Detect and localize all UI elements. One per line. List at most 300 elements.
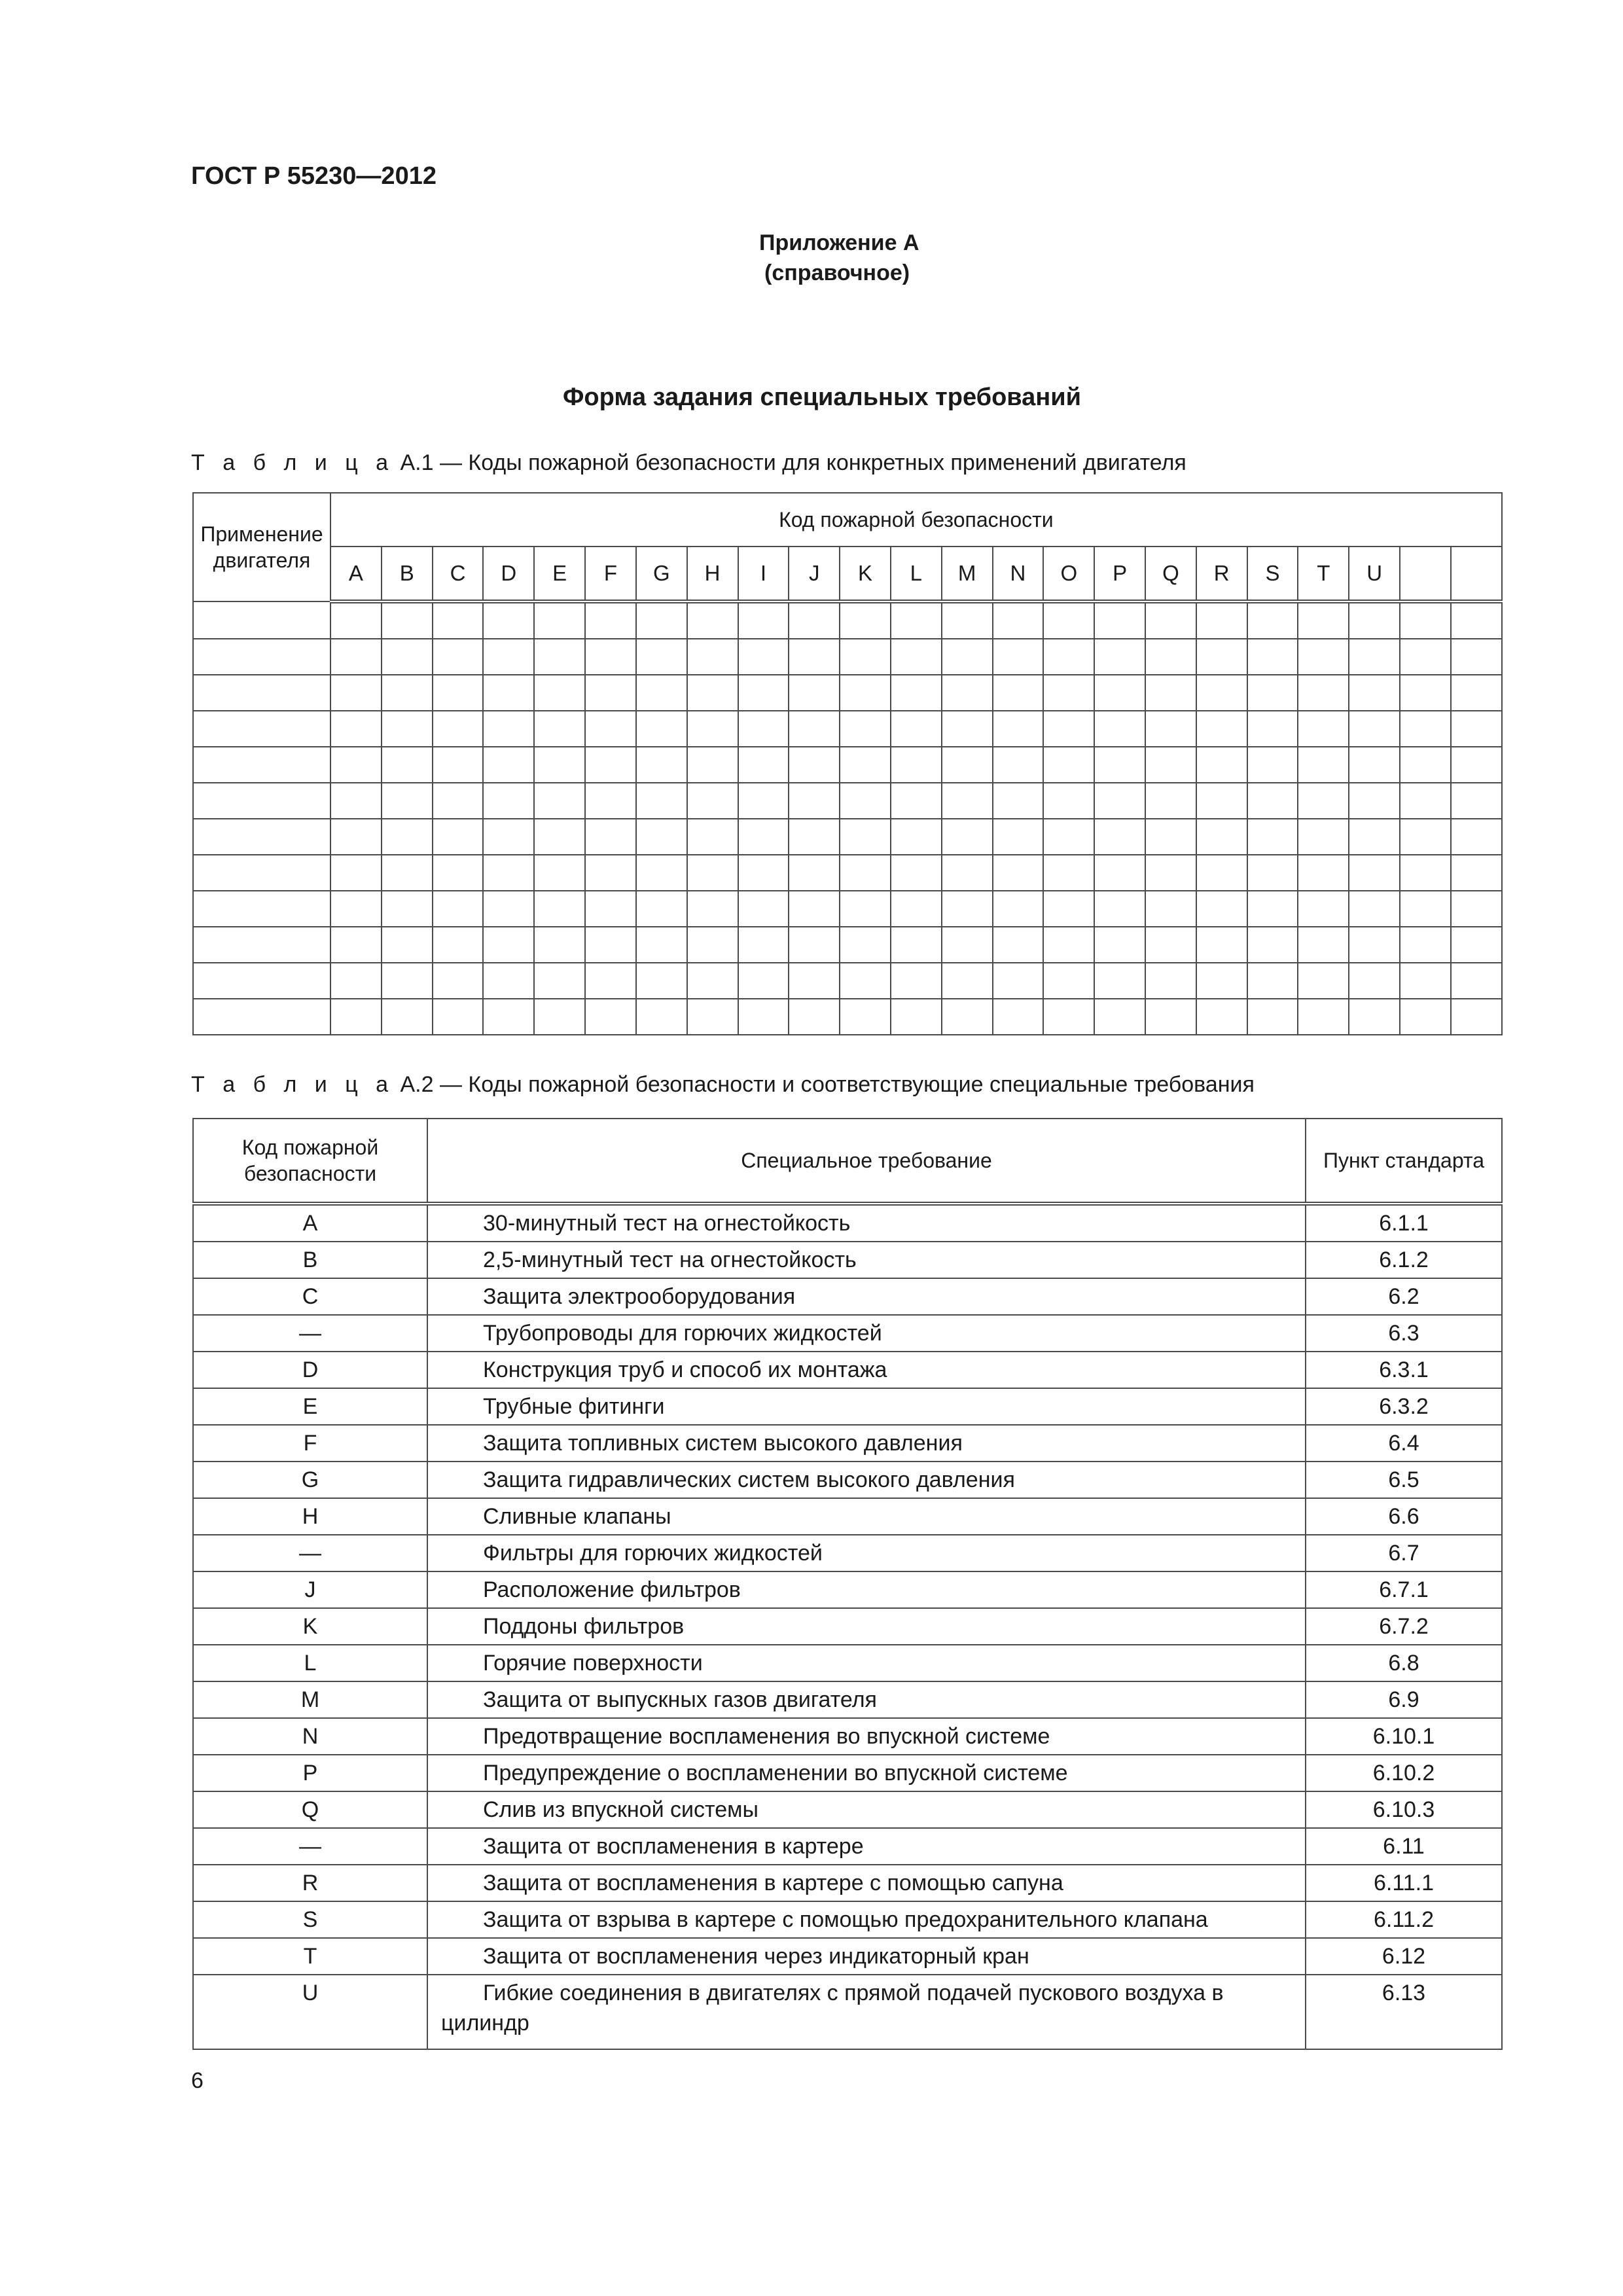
empty-cell[interactable]	[1145, 601, 1196, 639]
empty-cell[interactable]	[483, 601, 534, 639]
empty-cell[interactable]	[1196, 675, 1247, 711]
empty-cell[interactable]	[636, 927, 687, 963]
empty-cell[interactable]	[1145, 675, 1196, 711]
empty-cell[interactable]	[1298, 819, 1349, 855]
empty-cell[interactable]	[993, 891, 1044, 927]
empty-cell[interactable]	[1043, 927, 1094, 963]
clause-cell: 6.11.1	[1306, 1865, 1502, 1901]
empty-cell[interactable]	[840, 963, 891, 999]
empty-cell[interactable]	[483, 963, 534, 999]
empty-cell[interactable]	[193, 747, 330, 783]
empty-cell[interactable]	[1298, 783, 1349, 819]
empty-cell[interactable]	[840, 783, 891, 819]
empty-cell[interactable]	[433, 639, 484, 675]
empty-cell[interactable]	[1196, 819, 1247, 855]
empty-cell[interactable]	[433, 601, 484, 639]
empty-cell[interactable]	[789, 999, 840, 1035]
table-row	[193, 783, 1502, 819]
empty-cell[interactable]	[433, 963, 484, 999]
empty-cell[interactable]	[433, 927, 484, 963]
empty-cell[interactable]	[840, 999, 891, 1035]
empty-cell[interactable]	[891, 711, 942, 747]
empty-cell[interactable]	[636, 783, 687, 819]
empty-cell[interactable]	[1400, 639, 1451, 675]
empty-cell[interactable]	[1451, 819, 1502, 855]
empty-cell[interactable]	[738, 999, 789, 1035]
empty-cell[interactable]	[330, 855, 382, 891]
empty-cell[interactable]	[483, 819, 534, 855]
empty-cell[interactable]	[193, 711, 330, 747]
empty-cell[interactable]	[789, 963, 840, 999]
empty-cell[interactable]	[636, 963, 687, 999]
empty-cell[interactable]	[1451, 855, 1502, 891]
empty-cell[interactable]	[1400, 601, 1451, 639]
empty-cell[interactable]	[330, 819, 382, 855]
empty-cell[interactable]	[1247, 601, 1298, 639]
empty-cell[interactable]	[942, 675, 993, 711]
empty-cell[interactable]	[1196, 783, 1247, 819]
empty-cell[interactable]	[738, 711, 789, 747]
empty-cell[interactable]	[1094, 675, 1145, 711]
empty-cell[interactable]	[942, 891, 993, 927]
empty-cell[interactable]	[942, 999, 993, 1035]
empty-cell[interactable]	[1043, 601, 1094, 639]
empty-cell[interactable]	[1298, 675, 1349, 711]
empty-cell[interactable]	[193, 927, 330, 963]
empty-cell[interactable]	[534, 747, 585, 783]
empty-cell[interactable]	[1196, 855, 1247, 891]
empty-cell[interactable]	[1349, 819, 1400, 855]
empty-cell[interactable]	[193, 819, 330, 855]
empty-cell[interactable]	[534, 855, 585, 891]
empty-cell[interactable]	[891, 927, 942, 963]
empty-cell[interactable]	[193, 601, 330, 639]
empty-cell[interactable]	[1451, 783, 1502, 819]
empty-cell[interactable]	[1196, 639, 1247, 675]
empty-cell[interactable]	[789, 675, 840, 711]
empty-cell[interactable]	[1298, 963, 1349, 999]
empty-cell[interactable]	[1349, 711, 1400, 747]
empty-cell[interactable]	[1451, 711, 1502, 747]
empty-cell[interactable]	[483, 855, 534, 891]
empty-cell[interactable]	[382, 711, 433, 747]
empty-cell[interactable]	[1298, 711, 1349, 747]
empty-cell[interactable]	[1247, 999, 1298, 1035]
empty-cell[interactable]	[1247, 675, 1298, 711]
empty-cell[interactable]	[1247, 747, 1298, 783]
empty-cell[interactable]	[1094, 639, 1145, 675]
empty-cell[interactable]	[382, 999, 433, 1035]
empty-cell[interactable]	[1298, 855, 1349, 891]
empty-cell[interactable]	[993, 819, 1044, 855]
empty-cell[interactable]	[993, 999, 1044, 1035]
empty-cell[interactable]	[1043, 783, 1094, 819]
empty-cell[interactable]	[433, 999, 484, 1035]
empty-cell[interactable]	[1094, 855, 1145, 891]
empty-cell[interactable]	[1196, 963, 1247, 999]
empty-cell[interactable]	[1196, 601, 1247, 639]
empty-cell[interactable]	[433, 819, 484, 855]
empty-cell[interactable]	[1298, 601, 1349, 639]
empty-cell[interactable]	[687, 855, 738, 891]
empty-cell[interactable]	[789, 927, 840, 963]
empty-cell[interactable]	[1349, 963, 1400, 999]
empty-cell[interactable]	[193, 891, 330, 927]
empty-cell[interactable]	[1247, 927, 1298, 963]
empty-cell[interactable]	[330, 999, 382, 1035]
empty-cell[interactable]	[993, 963, 1044, 999]
empty-cell[interactable]	[891, 999, 942, 1035]
empty-cell[interactable]	[534, 999, 585, 1035]
empty-cell[interactable]	[193, 675, 330, 711]
empty-cell[interactable]	[483, 639, 534, 675]
empty-cell[interactable]	[1349, 855, 1400, 891]
empty-cell[interactable]	[789, 855, 840, 891]
empty-cell[interactable]	[1298, 891, 1349, 927]
empty-cell[interactable]	[1043, 963, 1094, 999]
empty-cell[interactable]	[993, 711, 1044, 747]
empty-cell[interactable]	[738, 747, 789, 783]
empty-cell[interactable]	[840, 747, 891, 783]
empty-cell[interactable]	[1043, 711, 1094, 747]
empty-cell[interactable]	[433, 711, 484, 747]
empty-cell[interactable]	[942, 747, 993, 783]
empty-cell[interactable]	[534, 711, 585, 747]
empty-cell[interactable]	[483, 675, 534, 711]
empty-cell[interactable]	[789, 711, 840, 747]
empty-cell[interactable]	[738, 819, 789, 855]
empty-cell[interactable]	[1400, 783, 1451, 819]
empty-cell[interactable]	[1196, 891, 1247, 927]
empty-cell[interactable]	[687, 999, 738, 1035]
empty-cell[interactable]	[1145, 963, 1196, 999]
empty-cell[interactable]	[1196, 711, 1247, 747]
empty-cell[interactable]	[534, 891, 585, 927]
empty-cell[interactable]	[1349, 927, 1400, 963]
empty-cell[interactable]	[1145, 855, 1196, 891]
empty-cell[interactable]	[382, 639, 433, 675]
empty-cell[interactable]	[993, 601, 1044, 639]
empty-cell[interactable]	[534, 963, 585, 999]
empty-cell[interactable]	[330, 783, 382, 819]
empty-cell[interactable]	[382, 891, 433, 927]
empty-cell[interactable]	[789, 601, 840, 639]
empty-cell[interactable]	[636, 639, 687, 675]
empty-cell[interactable]	[636, 675, 687, 711]
empty-cell[interactable]	[1247, 891, 1298, 927]
code-letter-cell: D	[483, 547, 534, 601]
empty-cell[interactable]	[534, 675, 585, 711]
empty-cell[interactable]	[942, 855, 993, 891]
empty-cell[interactable]	[840, 819, 891, 855]
empty-cell[interactable]	[382, 963, 433, 999]
code-letter-cell: U	[1349, 547, 1400, 601]
empty-cell[interactable]	[1145, 927, 1196, 963]
empty-cell[interactable]	[1400, 675, 1451, 711]
empty-cell[interactable]	[1145, 999, 1196, 1035]
empty-cell[interactable]	[636, 601, 687, 639]
empty-cell[interactable]	[1298, 927, 1349, 963]
empty-cell[interactable]	[534, 783, 585, 819]
empty-cell[interactable]	[942, 639, 993, 675]
empty-cell[interactable]	[1094, 783, 1145, 819]
empty-cell[interactable]	[891, 639, 942, 675]
empty-cell[interactable]	[840, 639, 891, 675]
empty-cell[interactable]	[993, 675, 1044, 711]
empty-cell[interactable]	[738, 639, 789, 675]
empty-cell[interactable]	[585, 999, 636, 1035]
empty-cell[interactable]	[382, 819, 433, 855]
empty-cell[interactable]	[840, 601, 891, 639]
empty-cell[interactable]	[891, 601, 942, 639]
empty-cell[interactable]	[483, 999, 534, 1035]
empty-cell[interactable]	[1247, 963, 1298, 999]
clause-cell: 6.11.2	[1306, 1901, 1502, 1938]
empty-cell[interactable]	[891, 675, 942, 711]
empty-cell[interactable]	[1247, 855, 1298, 891]
empty-cell[interactable]	[1043, 855, 1094, 891]
empty-cell[interactable]	[1145, 783, 1196, 819]
empty-cell[interactable]	[1094, 963, 1145, 999]
table-a1-caption	[191, 450, 1186, 476]
empty-cell[interactable]	[636, 855, 687, 891]
empty-cell[interactable]	[1349, 999, 1400, 1035]
empty-cell[interactable]	[534, 819, 585, 855]
empty-cell[interactable]	[433, 891, 484, 927]
empty-cell[interactable]	[738, 963, 789, 999]
empty-cell[interactable]	[330, 601, 382, 639]
empty-cell[interactable]	[382, 855, 433, 891]
empty-cell[interactable]	[1094, 711, 1145, 747]
empty-cell[interactable]	[687, 711, 738, 747]
empty-cell[interactable]	[193, 963, 330, 999]
empty-cell[interactable]	[382, 783, 433, 819]
empty-cell[interactable]	[193, 999, 330, 1035]
empty-cell[interactable]	[585, 783, 636, 819]
empty-cell[interactable]	[789, 783, 840, 819]
empty-cell[interactable]	[840, 675, 891, 711]
empty-cell[interactable]	[534, 927, 585, 963]
empty-cell[interactable]	[942, 601, 993, 639]
empty-cell[interactable]	[687, 639, 738, 675]
empty-cell[interactable]	[1196, 999, 1247, 1035]
empty-cell[interactable]	[687, 747, 738, 783]
empty-cell[interactable]	[1145, 891, 1196, 927]
empty-cell[interactable]	[382, 675, 433, 711]
empty-cell[interactable]	[1349, 891, 1400, 927]
empty-cell[interactable]	[1094, 891, 1145, 927]
empty-cell[interactable]	[1349, 783, 1400, 819]
empty-cell[interactable]	[1400, 891, 1451, 927]
empty-cell[interactable]	[789, 891, 840, 927]
empty-cell[interactable]	[942, 711, 993, 747]
empty-cell[interactable]	[382, 927, 433, 963]
empty-cell[interactable]	[1451, 639, 1502, 675]
empty-cell[interactable]	[738, 927, 789, 963]
empty-cell[interactable]	[1298, 639, 1349, 675]
empty-cell[interactable]	[1451, 601, 1502, 639]
empty-cell[interactable]	[1145, 747, 1196, 783]
empty-cell[interactable]	[636, 747, 687, 783]
empty-cell[interactable]	[1145, 711, 1196, 747]
empty-cell[interactable]	[433, 855, 484, 891]
empty-cell[interactable]	[993, 927, 1044, 963]
empty-cell[interactable]	[1349, 675, 1400, 711]
empty-cell[interactable]	[993, 855, 1044, 891]
empty-cell[interactable]	[1349, 601, 1400, 639]
empty-cell[interactable]	[1451, 927, 1502, 963]
empty-cell[interactable]	[1094, 819, 1145, 855]
empty-cell[interactable]	[585, 601, 636, 639]
empty-cell[interactable]	[840, 711, 891, 747]
empty-cell[interactable]	[636, 999, 687, 1035]
empty-cell[interactable]	[993, 639, 1044, 675]
empty-cell[interactable]	[891, 783, 942, 819]
empty-cell[interactable]	[585, 675, 636, 711]
empty-cell[interactable]	[1247, 711, 1298, 747]
empty-cell[interactable]	[636, 819, 687, 855]
empty-cell[interactable]	[789, 639, 840, 675]
empty-cell[interactable]	[1145, 819, 1196, 855]
empty-cell[interactable]	[789, 819, 840, 855]
empty-cell[interactable]	[585, 855, 636, 891]
empty-cell[interactable]	[1145, 639, 1196, 675]
empty-cell[interactable]	[942, 819, 993, 855]
empty-cell[interactable]	[738, 783, 789, 819]
empty-cell[interactable]	[1094, 999, 1145, 1035]
empty-cell[interactable]	[687, 963, 738, 999]
empty-cell[interactable]	[433, 675, 484, 711]
empty-cell[interactable]	[330, 711, 382, 747]
empty-cell[interactable]	[993, 747, 1044, 783]
empty-cell[interactable]	[891, 891, 942, 927]
empty-cell[interactable]	[193, 783, 330, 819]
empty-cell[interactable]	[942, 927, 993, 963]
empty-cell[interactable]	[738, 891, 789, 927]
code-cell: G	[193, 1462, 427, 1498]
empty-cell[interactable]	[993, 783, 1044, 819]
empty-cell[interactable]	[534, 639, 585, 675]
empty-cell[interactable]	[382, 747, 433, 783]
empty-cell[interactable]	[1451, 999, 1502, 1035]
empty-cell[interactable]	[1043, 999, 1094, 1035]
empty-cell[interactable]	[687, 927, 738, 963]
code-cell: C	[193, 1278, 427, 1315]
empty-cell[interactable]	[1400, 711, 1451, 747]
empty-cell[interactable]	[483, 891, 534, 927]
table-row	[193, 1352, 1502, 1388]
empty-cell[interactable]	[1196, 747, 1247, 783]
empty-cell[interactable]	[585, 711, 636, 747]
empty-cell[interactable]	[636, 891, 687, 927]
empty-cell[interactable]	[330, 927, 382, 963]
empty-cell[interactable]	[585, 927, 636, 963]
empty-cell[interactable]	[1349, 747, 1400, 783]
empty-cell[interactable]	[789, 747, 840, 783]
code-cell: S	[193, 1901, 427, 1938]
empty-cell[interactable]	[1043, 747, 1094, 783]
empty-cell[interactable]	[840, 855, 891, 891]
empty-cell[interactable]	[483, 747, 534, 783]
empty-cell[interactable]	[738, 855, 789, 891]
empty-cell[interactable]	[636, 711, 687, 747]
empty-cell[interactable]	[1247, 819, 1298, 855]
empty-cell[interactable]	[382, 601, 433, 639]
empty-cell[interactable]	[687, 819, 738, 855]
empty-cell[interactable]	[1298, 999, 1349, 1035]
empty-cell[interactable]	[483, 927, 534, 963]
empty-cell[interactable]	[891, 819, 942, 855]
empty-cell[interactable]	[687, 783, 738, 819]
empty-cell[interactable]	[585, 639, 636, 675]
empty-cell[interactable]	[1043, 639, 1094, 675]
clause-cell: 6.11	[1306, 1828, 1502, 1865]
empty-cell[interactable]	[1094, 747, 1145, 783]
empty-cell[interactable]	[1043, 675, 1094, 711]
empty-cell[interactable]	[1400, 999, 1451, 1035]
empty-cell[interactable]	[687, 891, 738, 927]
table-row	[193, 855, 1502, 891]
empty-cell[interactable]	[942, 963, 993, 999]
empty-cell[interactable]	[1451, 747, 1502, 783]
empty-cell[interactable]	[585, 819, 636, 855]
empty-cell[interactable]	[1400, 855, 1451, 891]
empty-cell[interactable]	[433, 747, 484, 783]
empty-cell[interactable]	[330, 963, 382, 999]
empty-cell[interactable]	[942, 783, 993, 819]
empty-cell[interactable]	[687, 675, 738, 711]
empty-cell[interactable]	[433, 783, 484, 819]
empty-cell[interactable]	[330, 639, 382, 675]
empty-cell[interactable]	[840, 891, 891, 927]
empty-cell[interactable]	[193, 855, 330, 891]
empty-cell[interactable]	[1094, 601, 1145, 639]
empty-cell[interactable]	[1451, 675, 1502, 711]
empty-cell[interactable]	[687, 601, 738, 639]
empty-cell[interactable]	[1247, 639, 1298, 675]
empty-cell[interactable]	[738, 675, 789, 711]
empty-cell[interactable]	[738, 601, 789, 639]
empty-cell[interactable]	[330, 891, 382, 927]
empty-cell[interactable]	[840, 927, 891, 963]
empty-cell[interactable]	[1298, 747, 1349, 783]
empty-cell[interactable]	[891, 855, 942, 891]
empty-cell[interactable]	[585, 747, 636, 783]
empty-cell[interactable]	[891, 747, 942, 783]
empty-cell[interactable]	[585, 963, 636, 999]
empty-cell[interactable]	[1196, 927, 1247, 963]
empty-cell[interactable]	[1043, 819, 1094, 855]
empty-cell[interactable]	[1349, 639, 1400, 675]
empty-cell[interactable]	[1451, 963, 1502, 999]
empty-cell[interactable]	[193, 639, 330, 675]
empty-cell[interactable]	[585, 891, 636, 927]
empty-cell[interactable]	[1400, 927, 1451, 963]
empty-cell[interactable]	[330, 747, 382, 783]
empty-cell[interactable]	[483, 711, 534, 747]
empty-cell[interactable]	[1451, 891, 1502, 927]
empty-cell[interactable]	[1094, 927, 1145, 963]
empty-cell[interactable]	[330, 675, 382, 711]
empty-cell[interactable]	[891, 963, 942, 999]
empty-cell[interactable]	[1247, 783, 1298, 819]
empty-cell[interactable]	[1400, 747, 1451, 783]
empty-cell[interactable]	[1043, 891, 1094, 927]
empty-cell[interactable]	[1400, 963, 1451, 999]
empty-cell[interactable]	[534, 601, 585, 639]
empty-cell[interactable]	[483, 783, 534, 819]
empty-cell[interactable]	[1400, 819, 1451, 855]
